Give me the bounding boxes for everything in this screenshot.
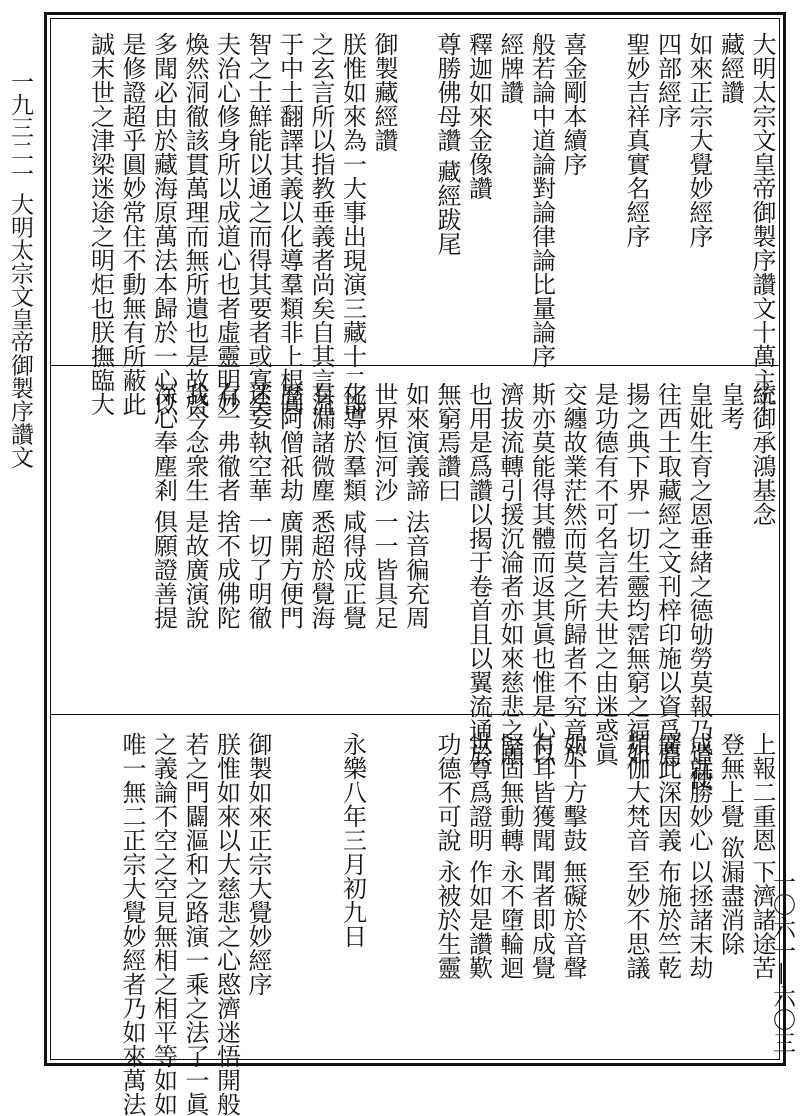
panel2-column: 統御承鴻基念 [748,382,776,526]
panel3-column: 之義論不空之空見無相之相平等如如 [149,732,178,1116]
panel1-column: 朕惟如來為一大事出現演三藏十二部 [338,32,367,416]
panel2-column: 深心奉塵剎 俱願證善提 [149,382,178,630]
panel1-column: 尊勝佛母讚 藏經跋尾 [433,32,461,256]
panel1-column: 經牌讚 [496,32,524,104]
panel2-column: 揚之典下界一切生靈均霑無窮之福如 [622,382,650,766]
panel3-column: 廣此深因義 布施於竺乾 [653,732,682,980]
panel2-column: 有一弗徹者 捨不成佛陀 [212,382,241,630]
panel3-column: 登無上覺 欲漏盡消除 [716,732,745,956]
panel3-column: 如十方擊鼓 無礙於音聲 [559,732,587,980]
panel1-column: 智之士鮮能以通之而得其要者或寡矣 [244,32,272,416]
panel2-column: 斯亦莫能得其體而返其眞也惟是心以 [527,382,556,766]
right-margin-label: 一〇六一—六〇三 [769,870,795,1054]
panel1-column: 多聞必由於藏海原萬法本歸於一心以 [149,32,178,416]
panel1-column: 是修證超乎圓妙常住不動無有所蔽此 [118,32,146,416]
panel3-column: 有耳皆獲聞 聞者即成覺 [527,732,556,980]
left-margin-label: 一九三二一 大明太宗文皇帝御製序讚文 [7,70,33,469]
panel2-column: 往西土取藏經之文刊梓印施以資爲薦 [653,382,682,766]
panel1-column: 煥然洞徹該貫萬理而無所遺也是故啓 [181,32,209,416]
panel2-column: 皇妣生育之恩垂緒之德劬勞莫報乃遣使 [685,382,713,790]
panel3-column: 上報二重恩 下濟諸途苦 [748,732,776,980]
panel3-column: 朕惟如來以大慈悲之心愍濟迷悟開般 [212,732,241,1116]
panel2-column: 也用是爲讚以揭于卷首且以翼流通於 [464,382,493,766]
panel1-column: 釋迦如來金像讚 [464,32,493,200]
panel2-column: 是功德有不可名言若夫世之由迷惑眞 [590,382,619,766]
panel2-column: 世界恒河沙 一一皆具足 [370,382,398,630]
panel1-column: 大明太宗文皇帝御製序讚文十萬主十 [748,32,776,416]
panel2-column: 有漏諸微塵 悉超於覺海 [307,382,335,630]
panel2-column: 如來演義諦 法音徧充周 [401,382,430,630]
panel3-column: 永樂八年三月初九日 [338,732,367,948]
panel2-column: 迷妄執空華 一切了明徹 [244,382,272,630]
panel1-column: 般若論中道論對論律論比量論序 [527,32,556,368]
panel3-column: 功德不可說 永被於生靈 [433,732,461,980]
panel1-column: 于中土翻譯其義以化導羣類非上根圓 [275,32,304,416]
panel3-column: 唯一無二正宗大覺妙經者乃如來萬法 [118,732,146,1116]
panel2-column: 濟拔流轉引援沉淪者亦如來慈悲之願 [496,382,524,766]
panel2-column: 歷阿僧祇劫 廣開方便門 [275,382,304,630]
panel3-column: 御製如來正宗大覺妙經序 [244,732,272,996]
panel1-column: 聖妙吉祥真實名經序 [622,32,650,248]
panel1-column: 如來正宗大覺妙經序 [685,32,713,248]
panel1-column: 御製藏經讚 [370,32,398,152]
panel2-column: 我今念衆生 是故廣演說 [181,382,209,630]
panel2-column: 無窮焉讚曰 [433,382,461,502]
panel2-column: 交纏故業茫然而莫之所歸者不究竟於 [559,382,587,766]
panel1-column: 之玄言所以指教垂義者尚矣自其言流 [307,32,335,416]
panel3-column: 成就勝妙心 以拯諸末劫 [685,732,713,980]
panel1-column: 藏經讚 [716,32,745,104]
panel1-column: 喜金剛本續序 [559,32,587,176]
panel1-column: 四部經序 [653,32,682,128]
panel3-column: 堅固無動轉 永不墮輪迴 [496,732,524,980]
panel1-column: 夫治心修身所以成道心也者虛靈明妙 [212,32,241,416]
panel1-column: 誠末世之津梁迷途之明炬也朕撫臨大 [86,32,115,416]
panel3-column: 頻伽大梵音 至妙不思議 [622,732,650,980]
panel3-column: 世尊爲證明 作如是讚歎 [464,732,493,980]
panel3-column: 若之門闢漚和之路演一乘之法了一眞 [181,732,209,1116]
panel2-column: 皇考 [716,382,745,430]
panel2-column: 化導於羣類 咸得成正覺 [338,382,367,630]
